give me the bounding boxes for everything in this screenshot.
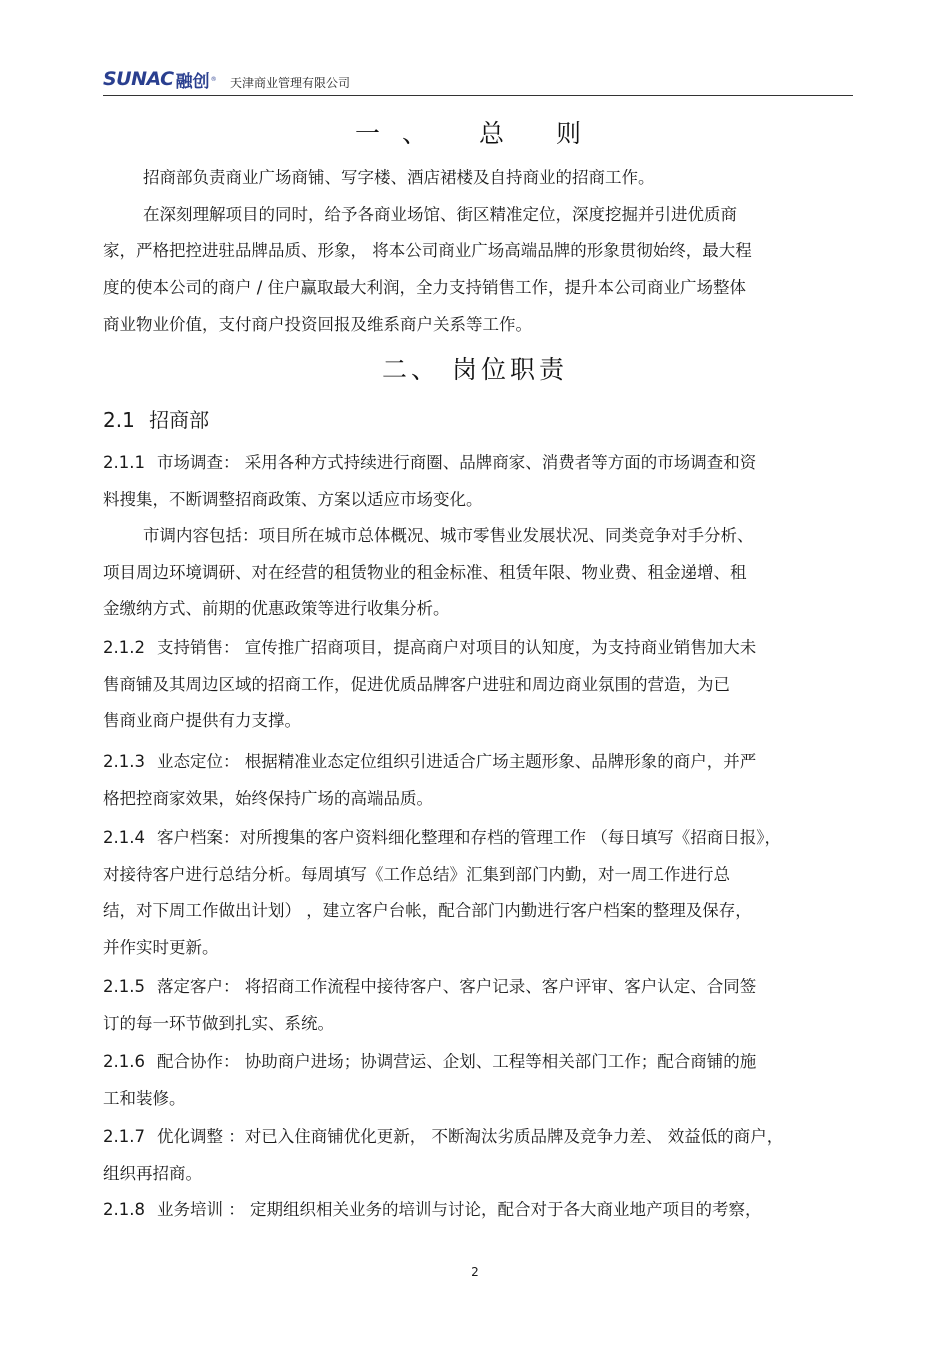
section-1-paragraph-1: 招商部负责商业广场商铺、写字楼、酒店裙楼及自持商业的招商工作。	[143, 168, 655, 187]
sunac-logo	[103, 68, 217, 90]
duty-item-number: 2.1.3	[103, 752, 145, 771]
page-header	[103, 64, 853, 98]
duty-item-line	[103, 1127, 783, 1147]
duty-item-text: 落定客户： 将招商工作流程中接待客户、客户记录、客户评审、客户认定、合同签	[157, 977, 757, 996]
duty-item-line: 订的每一环节做到扎实、系统。	[103, 1013, 334, 1033]
header-divider	[103, 95, 853, 96]
duty-item-number: 2.1.1	[103, 453, 145, 472]
duty-item-text: 配合协作： 协助商户进场；协调营运、企划、工程等相关部门工作；配合商铺的施	[157, 1052, 757, 1071]
duty-item-text: 业态定位： 根据精准业态定位组织引进适合广场主题形象、品牌形象的商户，并严	[157, 752, 757, 771]
duty-item-number: 2.1.8	[103, 1200, 145, 1219]
subsection-number: 2.1	[103, 408, 135, 432]
duty-item-line: 金缴纳方式、前期的优惠政策等进行收集分析。	[103, 599, 450, 618]
duty-item-line	[103, 828, 781, 848]
logo-latin: SUNAC	[103, 68, 174, 90]
duty-item-number: 2.1.7	[103, 1127, 145, 1146]
duty-item-line: 项目周边环境调研、对在经营的租赁物业的租金标准、租赁年限、物业费、租金递增、租	[103, 562, 747, 582]
duty-item-number: 2.1.4	[103, 828, 145, 847]
duty-item-line: 市调内容包括：项目所在城市总体概况、城市零售业发展状况、同类竞争对手分析、	[143, 526, 754, 545]
duty-item-line: 料搜集，不断调整招商政策、方案以适应市场变化。	[103, 489, 483, 509]
duty-item-line	[103, 1052, 756, 1072]
section-1-paragraph-2-line-3: 度的使本公司的商户 / 住户赢取最大利润，全力支持销售工作，提升本公司商业广场整体	[103, 278, 747, 297]
duty-item-text: 客户档案：对所搜集的客户资料细化整理和存档的管理工作 （每日填写《招商日报》，	[157, 828, 781, 847]
subsection-2-1-heading	[103, 404, 209, 433]
duty-item-line	[103, 752, 756, 772]
duty-item-line: 对接待客户进行总结分析。每周填写《工作总结》汇集到部门内勤，对一周工作进行总	[103, 864, 730, 884]
section-2-title: 二、 岗位职责	[382, 355, 568, 384]
subsection-title: 招商部	[149, 408, 210, 432]
duty-item-line	[103, 638, 756, 658]
duty-item-number: 2.1.2	[103, 638, 145, 657]
duty-item-line: 工和装修。	[103, 1088, 186, 1108]
duty-item-line: 售商铺及其周边区域的招商工作，促进优质品牌客户进驻和周边商业氛围的营造，为已	[103, 674, 730, 694]
duty-item-line: 组织再招商。	[103, 1163, 202, 1183]
duty-item-line: 结，对下周工作做出计划） ，建立客户台帐，配合部门内勤进行客户档案的整理及保存，	[103, 901, 752, 920]
logo-chinese: 融创	[175, 71, 210, 92]
logo-registered-mark: ®	[210, 75, 217, 83]
duty-item-text: 优化调整 ：对已入住商铺优化更新， 不断淘汰劣质品牌及竞争力差、 效益低的商户，	[157, 1127, 784, 1146]
duty-item-text: 市场调查： 采用各种方式持续进行商圈、品牌商家、消费者等方面的市场调查和资	[157, 453, 757, 472]
duty-item-text: 业务培训 ： 定期组织相关业务的培训与讨论，配合对于各大商业地产项目的考察，	[157, 1200, 762, 1219]
page-number: 2	[471, 1265, 479, 1279]
duty-item-line: 格把控商家效果，始终保持广场的高端品质。	[103, 788, 433, 808]
duty-item-line	[103, 1200, 762, 1220]
duty-item-line: 并作实时更新。	[103, 937, 219, 957]
section-1-paragraph-2-line-4: 商业物业价值，支付商户投资回报及维系商户关系等工作。	[103, 315, 532, 334]
section-1-paragraph-2-line-2: 家，严格把控进驻品牌品质、形象， 将本公司商业广场高端品牌的形象贯彻始终，最大程	[103, 241, 752, 260]
duty-item-line	[103, 453, 756, 473]
duty-item-number: 2.1.5	[103, 977, 145, 996]
duty-item-line: 售商业商户提供有力支撑。	[103, 711, 301, 730]
duty-item-text: 支持销售： 宣传推广招商项目，提高商户对项目的认知度，为支持商业销售加大未	[157, 638, 757, 657]
company-name: 天津商业管理有限公司	[230, 76, 351, 90]
section-1-paragraph-2-line-1: 在深刻理解项目的同时，给予各商业场馆、街区精准定位，深度挖掘并引进优质商	[143, 205, 737, 224]
section-1-title: 一、 总 则	[355, 119, 603, 148]
duty-item-number: 2.1.6	[103, 1052, 145, 1071]
duty-item-line	[103, 977, 756, 997]
